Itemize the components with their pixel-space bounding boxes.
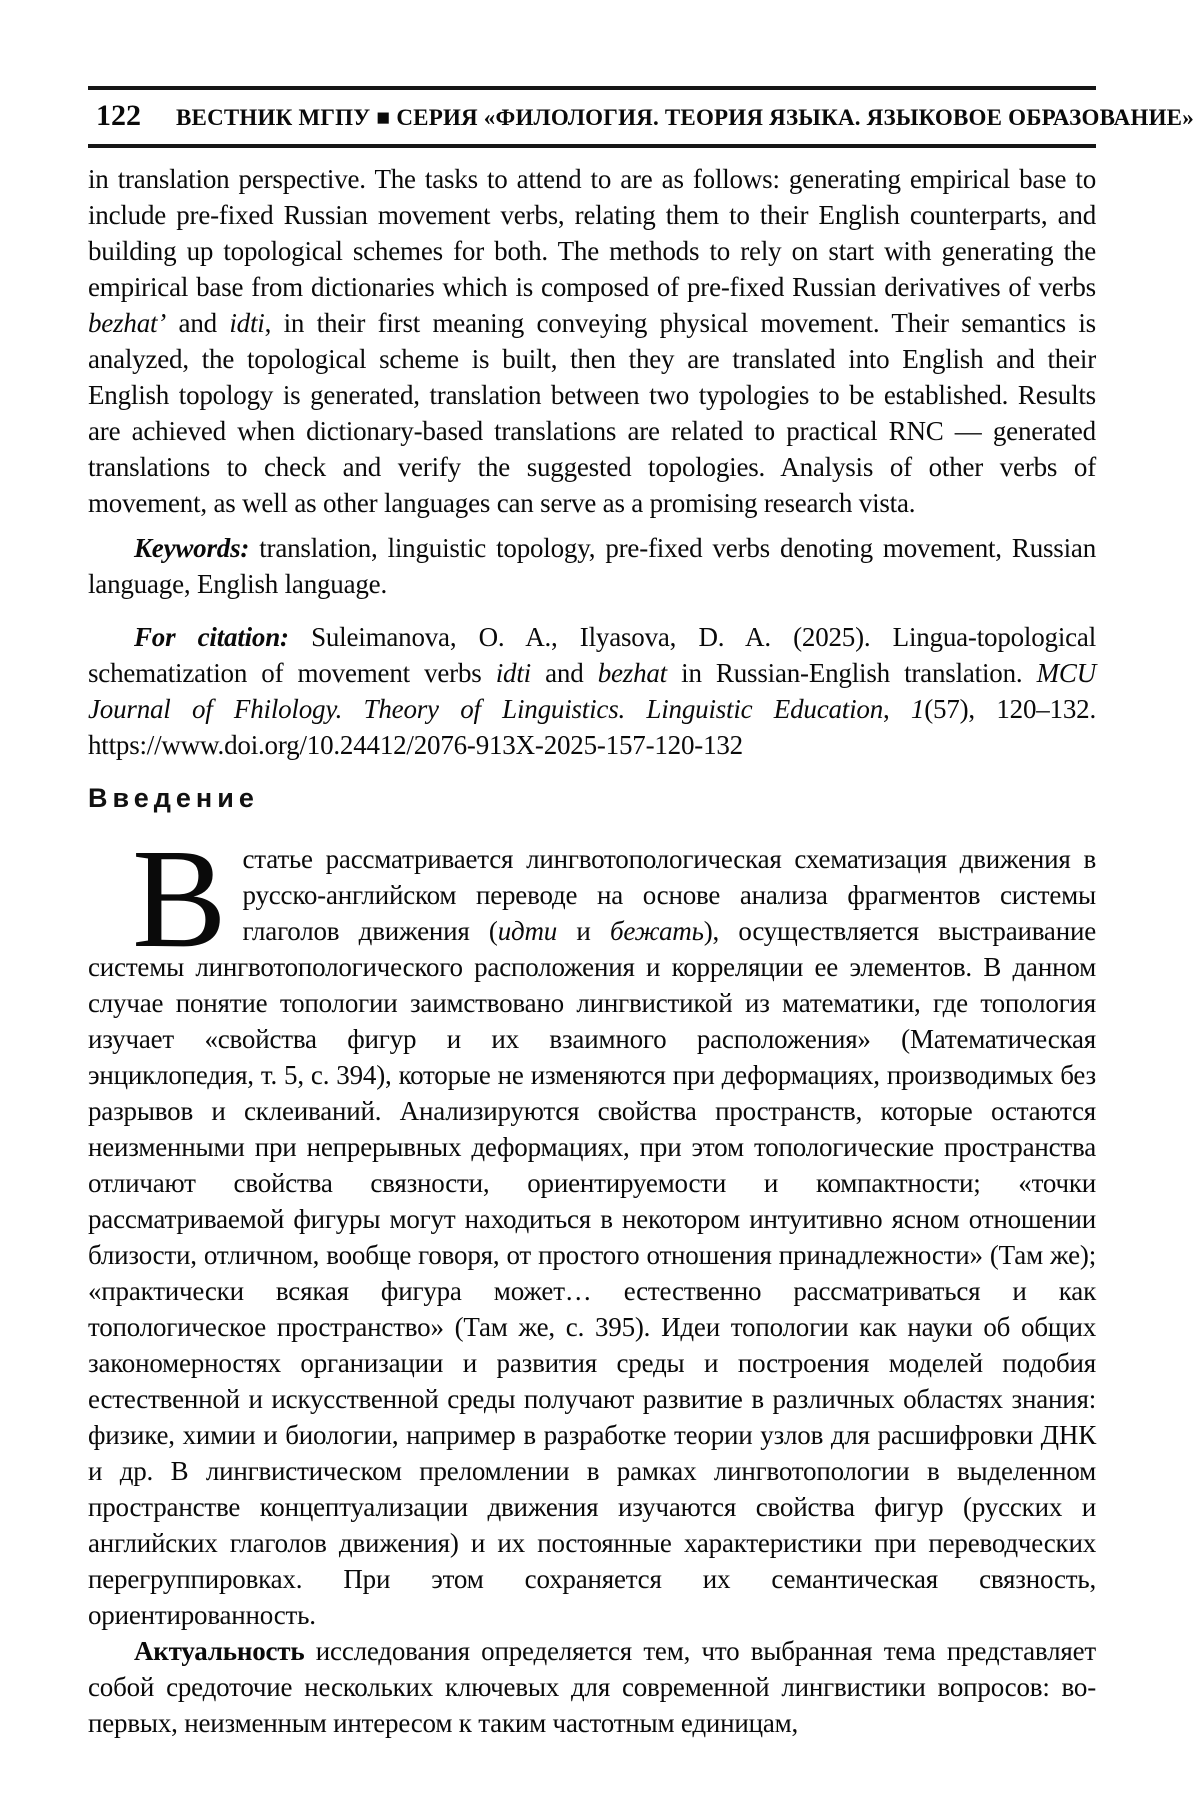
introduction-text: статье рассматривается лингвотопологическая схематизация движения в русско-английском переводе на основе анализа фрагментов системы глаголов движения (идти и бежать), осуществляется выстраивание системы лингвотопологического расположения и корреляции ее элементов. В данном случае понятие топологии заимствовано лингвистикой из математики, где топология изучает «свойства фигур и их взаимного расположения» (Математическая энциклопедия, т. 5, с. 394), которые не изменяются при деформациях, производимых без разрывов и склеиваний. Анализируются свойства пространств, которые остаются неизменными при непрерывных деформациях, при этом топологические пространства отличают свойства связности, ориентируемости и компактности; «точки рассматриваемой фигуры могут находиться в некотором интуитивно ясном отношении близости, отличном, вообще говоря, от простого отношения принадлежности» (Там же); «практически всякая фигура может… естественно рассматриваться и как топологическое пространство» (Там же, с. 395). Идеи топологии как науки об общих закономерностях организации и развития среды и построения моделей подобия естественной и искусственной среды получают развитие в различных областях знания: физике, химии и биологии, например в разработке теории узлов для расшифровки ДНК и др. В лингвистическом преломлении в рамках лингвотопологии в выделенном пространстве концептуализации движения изучаются свойства фигур (русских и английских глаголов движения) и их постоянные характеристики при переводческих перегруппировках. При этом сохраняется их семантическая связность, ориентированность. xyxy=(88,844,1096,1630)
citation-paragraph: For citation: Suleimanova, O. A., Ilyasova, D. A. (2025). Lingua-topological schematization of movement verbs idti and bezhat in Russian-English translation. MCU Journal of Fhilology. Theory of Linguistics. Linguistic Education, 1(57), 120–132. https://www.doi.org/10.24412/2076-913X-2025-157-120-132 xyxy=(88,622,1096,760)
article-body xyxy=(88,161,1096,1741)
introduction-heading: Введение xyxy=(88,783,259,813)
keywords-paragraph: Keywords: translation, linguistic topology, pre-fixed verbs denoting movement, Russian language, English language. xyxy=(88,533,1096,599)
running-header xyxy=(88,86,1194,148)
page-number: 122 xyxy=(96,99,141,132)
relevance-paragraph: Актуальность исследования определяется тем, что выбранная тема представляет собой средоточие нескольких ключевых для современной лингвистики вопросов: во-первых, неизменным интересом к таким частотным единицам, xyxy=(88,1636,1096,1738)
dropcap-letter: В xyxy=(132,819,227,977)
abstract-paragraph: in translation perspective. The tasks to attend to are as follows: generating empirical base to include pre-fixed Russian movement verbs, relating them to their English counterparts, and building up topological schemes for both. The methods to rely on start with generating the empirical base from dictionaries which is composed of pre-fixed Russian derivatives of verbs bezhat’ and idti, in their first meaning conveying physical movement. Their semantics is analyzed, the topological scheme is built, then they are translated into English and their English topology is generated, translation between two typologies to be established. Results are achieved when dictionary-based translations are related to practical RNC — generated translations to check and verify the suggested topologies. Analysis of other verbs of movement, as well as other languages can serve as a promising research vista. xyxy=(88,164,1096,518)
journal-title: ВЕСТНИК МГПУ ■ СЕРИЯ «ФИЛОЛОГИЯ. ТЕОРИЯ ЯЗЫКА. ЯЗЫКОВОЕ ОБРАЗОВАНИЕ» xyxy=(176,105,1194,130)
header-row xyxy=(88,90,1194,144)
introduction-paragraph xyxy=(88,819,1096,1633)
